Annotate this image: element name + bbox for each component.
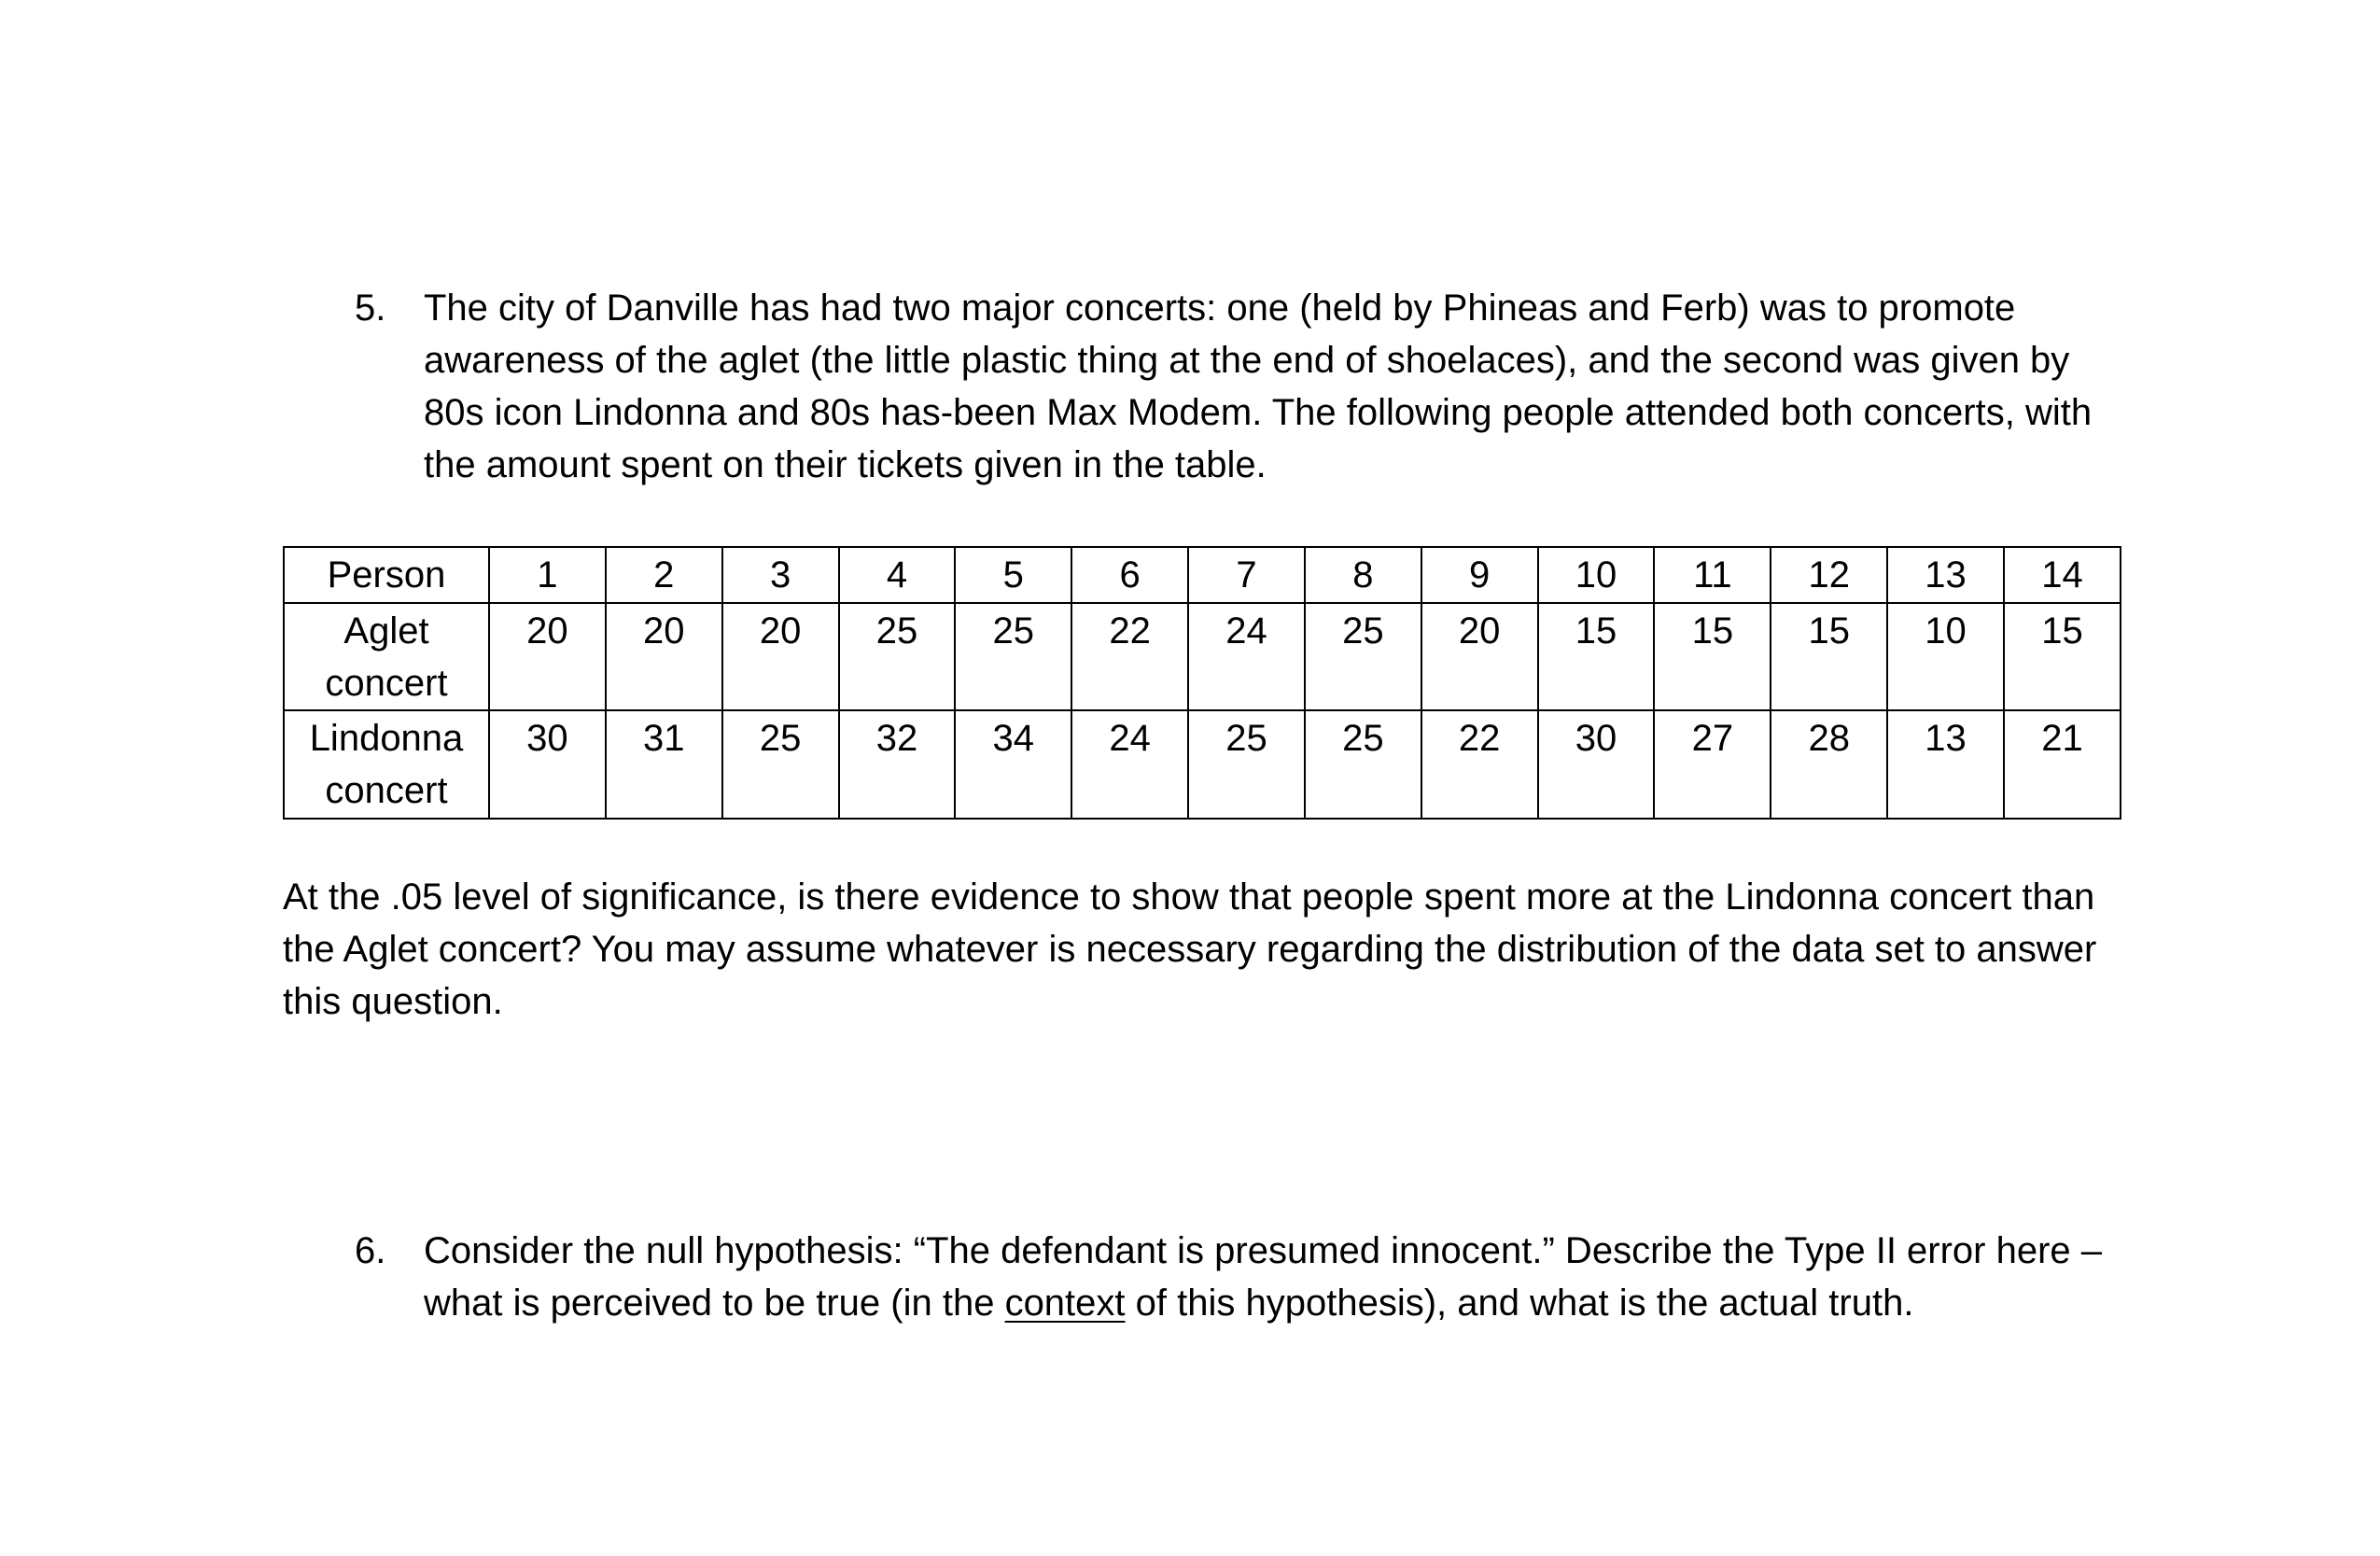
table-cell-aglet: 15 xyxy=(1538,603,1655,710)
question-5-number: 5. xyxy=(355,287,386,329)
table-cell-person: 9 xyxy=(1421,547,1538,603)
table-row-aglet xyxy=(284,603,2121,710)
table-cell-person: 2 xyxy=(606,547,722,603)
row-label-person-text: Person xyxy=(327,554,446,596)
row-label-lindonna-line1: Lindonna xyxy=(309,718,464,759)
row-label-lindonna xyxy=(284,710,489,819)
table-cell-aglet: 15 xyxy=(2004,603,2121,710)
row-label-person xyxy=(284,547,489,603)
row-label-aglet-line2: concert xyxy=(325,663,448,704)
table-cell-person: 12 xyxy=(1771,547,1887,603)
table-cell-lindonna: 28 xyxy=(1771,710,1887,819)
table-row-lindonna xyxy=(284,710,2121,819)
table-cell-aglet: 20 xyxy=(1421,603,1538,710)
significance-question-paragraph: At the .05 level of significance, is there evidence to show that people spent more at the Lindonna concert than the Aglet concert? You may assume whatever is necessary regarding the distribution of the data set to answer this question. xyxy=(283,876,2097,1022)
table-cell-aglet: 15 xyxy=(1771,603,1887,710)
table-cell-aglet: 25 xyxy=(1305,603,1421,710)
table-cell-aglet: 15 xyxy=(1654,603,1771,710)
ticket-spending-table xyxy=(283,546,2121,820)
table-cell-person: 11 xyxy=(1654,547,1771,603)
row-label-lindonna-line2: concert xyxy=(325,770,448,811)
question-6 xyxy=(355,1225,2128,1329)
table-cell-lindonna: 30 xyxy=(489,710,606,819)
table-cell-lindonna: 34 xyxy=(955,710,1071,819)
table-cell-aglet: 25 xyxy=(839,603,956,710)
table-cell-lindonna: 27 xyxy=(1654,710,1771,819)
table-cell-aglet: 20 xyxy=(606,603,722,710)
table-cell-person: 14 xyxy=(2004,547,2121,603)
table-cell-person: 7 xyxy=(1188,547,1305,603)
table-cell-lindonna: 30 xyxy=(1538,710,1655,819)
row-label-aglet-line1: Aglet xyxy=(343,610,429,652)
table-cell-lindonna: 21 xyxy=(2004,710,2121,819)
question-6-text-after: of this hypothesis), and what is the actual truth. xyxy=(1125,1283,1914,1324)
question-6-underlined-word: context xyxy=(1004,1283,1126,1324)
row-label-aglet xyxy=(284,603,489,710)
table-cell-lindonna: 25 xyxy=(722,710,839,819)
table-cell-aglet: 20 xyxy=(722,603,839,710)
table-cell-lindonna: 13 xyxy=(1887,710,2004,819)
question-5 xyxy=(355,282,2128,491)
table-cell-person: 13 xyxy=(1887,547,2004,603)
table-cell-aglet: 22 xyxy=(1071,603,1188,710)
table-cell-lindonna: 22 xyxy=(1421,710,1538,819)
table-cell-person: 4 xyxy=(839,547,956,603)
table-cell-aglet: 25 xyxy=(955,603,1071,710)
table-cell-person: 3 xyxy=(722,547,839,603)
table-cell-lindonna: 32 xyxy=(839,710,956,819)
question-6-number: 6. xyxy=(355,1230,386,1271)
table-cell-lindonna: 31 xyxy=(606,710,722,819)
table-cell-person: 8 xyxy=(1305,547,1421,603)
table-cell-person: 5 xyxy=(955,547,1071,603)
table-cell-aglet: 20 xyxy=(489,603,606,710)
question-6-text-before: Consider the null hypothesis: “The defendant is presumed innocent.” Describe the Type II error here – what is perceived to be true (in the xyxy=(424,1230,2103,1324)
table-cell-person: 1 xyxy=(489,547,606,603)
table-cell-lindonna: 24 xyxy=(1071,710,1188,819)
table-cell-lindonna: 25 xyxy=(1188,710,1305,819)
table-cell-aglet: 10 xyxy=(1887,603,2004,710)
table-row-person xyxy=(284,547,2121,603)
question-5-text: The city of Danville has had two major concerts: one (held by Phineas and Ferb) was to promote awareness of the aglet (the little plastic thing at the end of shoelaces), and the second was given by 80s icon Lindonna and 80s has-been Max Modem. The following people attended both concerts, with the amount spent on their tickets given in the table. xyxy=(424,287,2093,485)
question-6-text xyxy=(424,1225,2122,1329)
table-cell-person: 10 xyxy=(1538,547,1655,603)
table-cell-person: 6 xyxy=(1071,547,1188,603)
table-cell-lindonna: 25 xyxy=(1305,710,1421,819)
table-cell-aglet: 24 xyxy=(1188,603,1305,710)
